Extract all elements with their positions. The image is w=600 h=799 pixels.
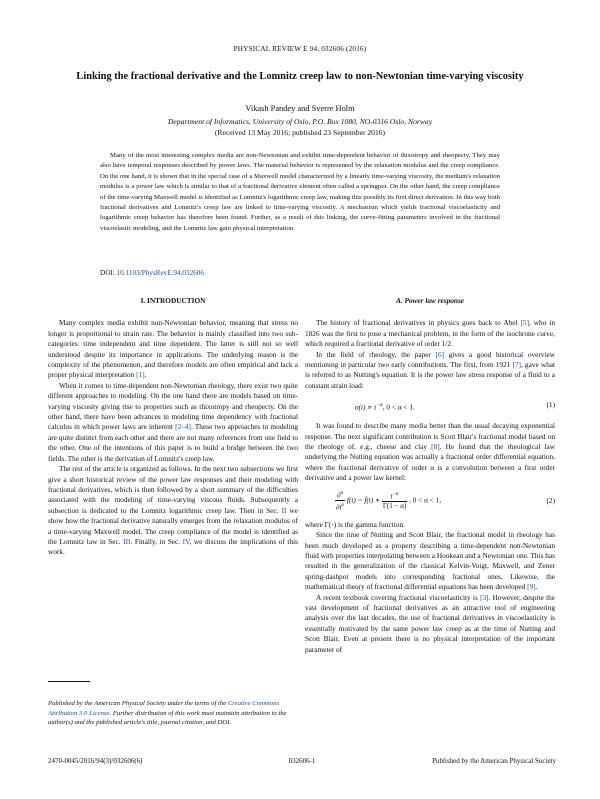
- power-law-paragraph-2: [305, 350, 555, 392]
- text-span: we show how the fractional derivative naturally emerges from the relaxation modulus of a time-varying Maxwell model. The creep compliance of the model is identified as the Lomnitz law in Sec.: [48, 505, 298, 546]
- equation-2-number: (2): [546, 495, 555, 505]
- eq-exponent: α: [340, 490, 344, 496]
- paper-title: Linking the fractional derivative and the Lomnitz creep law to non-Newtonian time-varying viscosity: [76, 71, 524, 82]
- license-link[interactable]: Creative Commons Attribution 3.0 License: [48, 700, 280, 717]
- power-law-paragraph-6: [305, 593, 555, 655]
- text-span: . He found that the rheological law underlying the Nutting equation was actually a fractional order differential equation, where the fractional derivative of order α is a convolution between a first order derivative and a power law kernel:: [305, 442, 555, 483]
- text-span: It was found to describe many media better than the usual decaying exponential response. The next significant contribution is Scott Blair's fractional model based on the rheology of, e.g., cheese and clay: [305, 421, 555, 452]
- eq-text: ∂: [336, 491, 341, 500]
- text-span: .: [144, 370, 147, 380]
- intro-paragraph-1: [48, 318, 298, 380]
- footer-publisher: Published by the American Physical Society: [432, 757, 556, 765]
- citation-link[interactable]: [7]: [512, 360, 521, 370]
- text-span: . These two approaches to modeling are quite distinct from each other and there are not many references from one field to the other. One of the intentions of this paper is to build a bridge between the two fields. The other is the derivation of Lomnitz's creep law.: [48, 422, 298, 463]
- text-span: . Finally, in Sec.: [130, 536, 183, 546]
- doi-line: [100, 269, 204, 277]
- citation-link[interactable]: [3]: [480, 592, 489, 602]
- citation-link[interactable]: [1]: [136, 370, 145, 380]
- equation-2: [305, 487, 555, 517]
- eq-text: Γ(1 − α): [382, 502, 407, 511]
- affiliation: Department of Informatics, University of Oslo, P.O. Box 1080, NO-0316 Oslo, Norway: [167, 117, 433, 126]
- footer-page-number: 032606-1: [288, 757, 316, 765]
- section-link[interactable]: II: [281, 505, 287, 515]
- eq-text: t: [390, 492, 393, 501]
- doi-link[interactable]: 10.1103/PhysRevE.94.032606: [116, 269, 204, 277]
- section-link[interactable]: III: [123, 536, 131, 546]
- power-law-paragraph-3: [305, 421, 555, 483]
- footnote-divider: [48, 681, 90, 682]
- text-span: , who in 1826 was the first to pose a mechanical problem, in the form of the isochrone curve, which required a fractional derivative of order 1/2.: [305, 318, 556, 349]
- text-span: .: [535, 582, 538, 592]
- footer-issn: 2470-0045/2016/94(3)/032606(6): [48, 757, 143, 765]
- intro-paragraph-2: [48, 381, 298, 464]
- section-heading-power-law: A. Power law response: [395, 296, 465, 305]
- gamma-definition: where Γ(·) is the gamma function.: [305, 519, 405, 529]
- section-heading-introduction: I. INTRODUCTION: [140, 296, 206, 305]
- equation-1: [305, 394, 555, 418]
- text-span: A recent textbook covering fractional viscoelasticity is: [316, 592, 481, 602]
- left-column: [48, 296, 298, 558]
- text-span: The rest of the article is organized as follows. In the next two subsections we first give a short historical review of the power law responses and their modeling with fractional derivatives, which is then followed by a short summary of the difficulties associated with the modeling of time-varying viscous fluids. Subsequently a subsection is dedicated to the Lomnitz logarithmic creep law. Then in Sec.: [48, 464, 298, 515]
- eq-text: ∂t: [336, 503, 342, 512]
- text-span: , gave what is referred to as Nutting's equation. It is the power law stress response of a fluid to a constant strain load:: [305, 360, 555, 390]
- power-law-paragraph-1: [305, 318, 555, 349]
- license-footnote: [48, 699, 298, 728]
- citation-link[interactable]: [6]: [435, 349, 445, 359]
- text-span: Many complex media exhibit non-Newtonian behavior, meaning that stress no longer is proportional to strain rate. The behavior is mainly classified into two sub-categories: time independent and time dependent. The latter is still not so well understood despite its importance in applications. The underlying reason is the complexity of the phenomenon, and therefore models are often empirical and lack a proper physical interpretation: [48, 318, 298, 380]
- derivative-fraction: [335, 489, 345, 513]
- kernel-fraction: [382, 490, 407, 511]
- authors: Vikash Pandey and Sverre Holm: [245, 104, 355, 113]
- eq-exponent: −α: [376, 402, 383, 409]
- received-dates: (Received 13 May 2016; published 23 September 2016): [214, 128, 386, 137]
- right-column: [305, 296, 555, 655]
- eq-text: σ(t) ∝ t: [355, 402, 377, 412]
- eq-text: f(t) = ḟ(t) ∗: [346, 495, 381, 505]
- text-span: Published by the American Physical Society under the terms of the: [48, 700, 228, 707]
- eq-exponent: −α: [392, 491, 399, 497]
- text-span: Since the time of Nutting and Scott Blair, the fractional model in rheology has been much developed as a property describing a time-dependent non-Newtonian fluid with properties interpolating between a Hookean and a Newtonian one. This has resulted in the generalization of the classical Kelvin-Voigt, Maxwell, and Zener spring-dashpot models into corresponding fractional ones. Likewise, the mathematical theory of fractional differential equations has been developed: [305, 530, 555, 592]
- equation-1-number: (1): [546, 400, 555, 410]
- intro-paragraph-3: [48, 464, 298, 558]
- journal-header: PHYSICAL REVIEW E 94, 032606 (2016): [233, 45, 367, 53]
- section-link[interactable]: IV: [182, 536, 190, 546]
- eq-condition: , 0 < α < 1,: [409, 495, 442, 505]
- equation-1-expression: [355, 400, 415, 413]
- text-span: The history of fractional derivatives in physics goes back to Abel: [316, 318, 521, 328]
- text-span: , we discuss the implications of this work.: [48, 536, 298, 557]
- text-span: . However, despite the vast development of fractional derivatives as an attractive tool of engineering analysis over the last decades, the use of fractional derivatives in viscoelasticity is essentially motivated by the same power law creep as at the time of Nutting and Scott Blair. Even at present there is no physical interpretation of the important parameter of: [305, 592, 556, 654]
- abstract: Many of the most interesting complex media are non-Newtonian and exhibit time-dependent behavior of thixotropy and rheopecty. They may also have temporal responses described by power laws. The material behavior is represented by the relaxation modulus and the creep compliance. On the one hand, it is shown that in the special case of a Maxwell model characterized by a linearly time-varying viscosity, the medium's relaxation modulus is a power law which is similar to that of a fractional derivative element often called a springpot. On the other hand, the creep compliance of the time-varying Maxwell model is identified as Lomnitz's logarithmic creep law, making this possibly its first direct derivation. In this way both fractional derivatives and Lomnitz's creep law are linked to time-varying viscosity. A mechanism which yields fractional viscoelasticity and logarithmic creep behavior has therefore been found. Further, as a result of this linking, the curve-fitting parameters involved in the fractional viscoelastic modeling, and the Lomnitz law gain physical interpretation.: [100, 152, 500, 232]
- equation-2-expression: [335, 489, 441, 513]
- eq-condition: , 0 < α < 1.: [382, 402, 415, 412]
- citation-link[interactable]: [2–4]: [175, 422, 191, 432]
- text-span: gives a good historical overview mentioning in particular two early contributions. The first, from 1921: [305, 349, 555, 370]
- text-span: In the field of rheology, the paper: [316, 349, 436, 359]
- citation-link[interactable]: [8]: [431, 442, 440, 452]
- text-span: . Further distribution of this work must maintain attribution to the author(s) and the published article's title, journal citation, and DOI.: [48, 709, 287, 727]
- citation-link[interactable]: [5]: [520, 318, 529, 328]
- power-law-paragraph-5: [305, 530, 555, 592]
- eq-exponent: α: [341, 503, 345, 509]
- citation-link[interactable]: [9]: [527, 582, 536, 592]
- doi-label: DOI:: [100, 269, 115, 277]
- text-span: When it comes to time-dependent non-Newtonian rheology, there exist two quite different approaches to modeling. On the one hand there are models based on time-varying viscosity giving rise to properties such as thixotropy and rheopecty. On the other hand, there have been advances in modeling time dependency with fractional calculus in which power laws are inherent: [48, 380, 298, 432]
